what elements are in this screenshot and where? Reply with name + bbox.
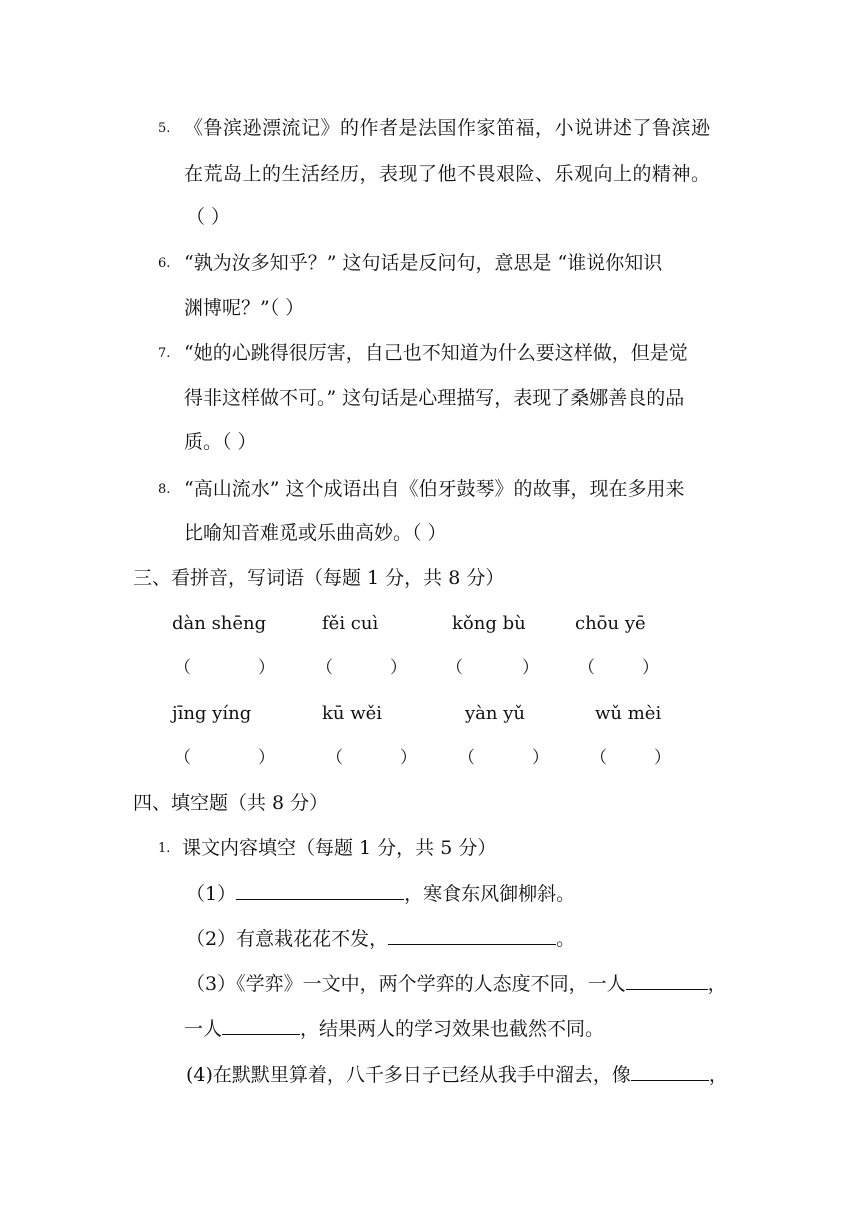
answer-box-5-close: ） [258, 748, 275, 768]
fill-1-suffix: ，寒食东风御柳斜。 [404, 883, 576, 905]
pinyin-6: kū wěi [322, 703, 383, 724]
answer-box-3-close: ） [522, 658, 539, 678]
section4-sub1-number: 1. [158, 841, 171, 856]
pinyin-1: dàn shēng [172, 613, 267, 634]
pinyin-4: chōu yē [575, 613, 646, 634]
q5-answer-paren: （ ） [186, 206, 231, 228]
pinyin-7: yàn yǔ [465, 703, 525, 724]
fill-3b-prefix: 一人 [184, 1018, 223, 1040]
fill-3-continued [184, 1016, 604, 1041]
q7-line2: 得非这样做不可。” 这句话是心理描写，表现了桑娜善良的品 [184, 387, 685, 409]
q6-number: 6. [158, 256, 171, 271]
q6-line2: 渊博呢？”（ ） [184, 297, 305, 319]
q6-line1: “孰为汝多知乎？” 这句话是反问句，意思是 “谁说你知识 [184, 252, 663, 274]
pinyin-5: jīng yíng [172, 703, 252, 724]
fill-4-suffix: ， [708, 1064, 728, 1086]
answer-box-4-close: ） [642, 658, 659, 678]
q5-line2: 在荒岛上的生活经历，表现了他不畏艰险、乐观向上的精神。 [184, 163, 711, 185]
q7-number: 7. [158, 346, 171, 361]
fill-3-blank-b[interactable] [222, 1016, 300, 1035]
fill-3-suffix: ， [707, 973, 727, 995]
answer-box-1-open[interactable]: （ [174, 658, 191, 678]
answer-box-5-open[interactable]: （ [174, 748, 191, 768]
fill-4-blank[interactable] [631, 1062, 709, 1081]
answer-box-1-close: ） [258, 658, 275, 678]
fill-3b-suffix: ，结果两人的学习效果也截然不同。 [300, 1018, 605, 1040]
q8-number: 8. [158, 482, 171, 497]
pinyin-3: kǒng bù [452, 613, 526, 634]
fill-2 [186, 926, 575, 951]
fill-2-prefix: （2）有意栽花花不发， [186, 928, 389, 950]
fill-1 [186, 881, 575, 906]
q5-line1: 《鲁滨逊漂流记》的作者是法国作家笛福，小说讲述了鲁滨逊 [184, 117, 711, 139]
answer-box-7-close: ） [532, 748, 549, 768]
q7-line1: “她的心跳得很厉害，自己也不知道为什么要这样做，但是觉 [184, 342, 688, 364]
fill-4 [186, 1062, 728, 1087]
answer-box-8-close: ） [654, 748, 671, 768]
answer-box-8-open[interactable]: （ [590, 748, 607, 768]
answer-box-6-close: ） [400, 748, 417, 768]
answer-box-6-open[interactable]: （ [326, 748, 343, 768]
pinyin-8: wǔ mèi [595, 703, 662, 724]
fill-3-blank-a[interactable] [626, 971, 708, 990]
fill-3 [186, 971, 727, 996]
answer-box-3-open[interactable]: （ [446, 658, 463, 678]
answer-box-2-open[interactable]: （ [316, 658, 333, 678]
pinyin-2: fěi cuì [322, 613, 379, 634]
answer-box-4-open[interactable]: （ [578, 658, 595, 678]
q5-number: 5. [158, 121, 171, 136]
answer-box-2-close: ） [390, 658, 407, 678]
fill-1-blank[interactable] [236, 881, 404, 900]
section4-heading: 四、填空题（共 8 分） [133, 792, 329, 814]
q7-line3: 质。（ ） [184, 431, 257, 453]
fill-1-prefix: （1） [186, 883, 237, 905]
fill-2-blank[interactable] [388, 926, 556, 945]
section4-sub1-heading: 课文内容填空（每题 1 分，共 5 分） [182, 837, 497, 859]
section3-heading: 三、看拼音，写词语（每题 1 分，共 8 分） [133, 567, 505, 589]
q8-line1: “高山流水” 这个成语出自《伯牙鼓琴》的故事，现在多用来 [184, 478, 685, 500]
answer-box-7-open[interactable]: （ [458, 748, 475, 768]
fill-3-prefix: （3）《学弈》一文中，两个学弈的人态度不同，一人 [186, 973, 626, 995]
fill-2-suffix: 。 [556, 928, 576, 950]
q8-line2: 比喻知音难觅或乐曲高妙。（ ） [184, 522, 447, 544]
fill-4-prefix: (4)在默默里算着，八千多日子已经从我手中溜去，像 [186, 1064, 631, 1086]
